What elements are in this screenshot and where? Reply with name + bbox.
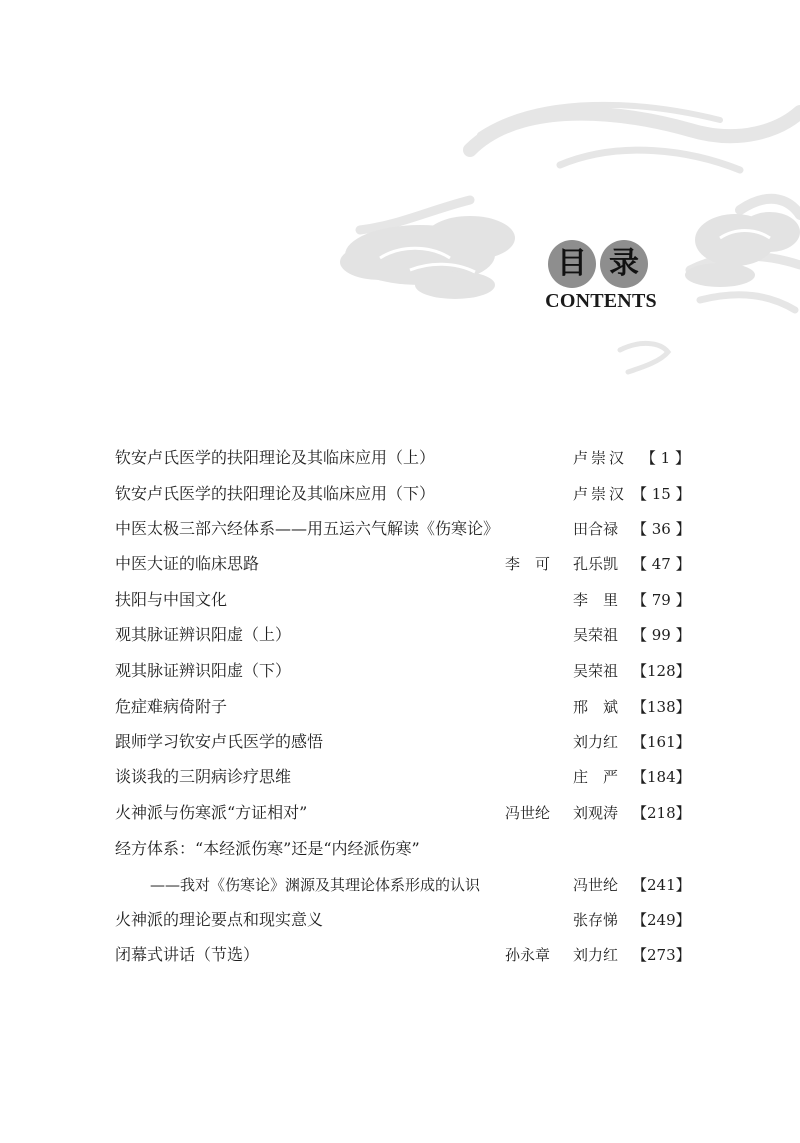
entry-title: 经方体系：“本经派伤寒”还是“内经派伤寒” xyxy=(115,839,420,858)
entry-page: 【128】 xyxy=(632,662,691,680)
entry-author: 孙永章 xyxy=(505,946,551,964)
entry-title: 跟师学习钦安卢氏医学的感悟 xyxy=(115,732,324,751)
entry-title: 中医太极三部六经体系——用五运六气解读《伤寒论》 xyxy=(115,519,500,538)
entry-author: 邢 斌 xyxy=(573,698,619,716)
entry-author: 冯世纶 xyxy=(573,876,619,894)
toc-entry[interactable] xyxy=(0,727,800,757)
entry-author: 吴荣祖 xyxy=(573,626,619,644)
entry-title: 观其脉证辨识阳虚（下） xyxy=(115,661,292,680)
entry-author: 田合禄 xyxy=(573,520,619,538)
toc-entry[interactable] xyxy=(0,762,800,792)
entry-page: 【 36 】 xyxy=(632,520,691,538)
entry-title: 中医大证的临床思路 xyxy=(115,554,260,573)
entry-page: 【184】 xyxy=(632,768,691,786)
entry-author: 卢崇汉 xyxy=(573,485,628,503)
entry-page: 【249】 xyxy=(632,911,691,929)
entry-author: 刘力红 xyxy=(573,733,619,751)
entry-page: 【 47 】 xyxy=(632,555,691,573)
toc-title xyxy=(548,240,648,290)
entry-page: 【161】 xyxy=(632,733,691,751)
entry-author: 刘力红 xyxy=(573,946,619,964)
entry-author: 李 里 xyxy=(573,591,619,609)
entry-page: 【 79 】 xyxy=(632,591,691,609)
toc-entry[interactable] xyxy=(0,692,800,722)
entry-title: 扶阳与中国文化 xyxy=(115,590,228,609)
toc-title-english: CONTENTS xyxy=(545,290,657,312)
entry-author: 冯世纶 xyxy=(505,804,551,822)
entry-title: 闭幕式讲话（节选） xyxy=(115,945,260,964)
entry-author: 孔乐凯 xyxy=(573,555,619,573)
toc-entry[interactable] xyxy=(0,443,800,473)
entry-page: 【138】 xyxy=(632,698,691,716)
entry-author: 卢崇汉 xyxy=(573,449,628,467)
entry-title: 钦安卢氏医学的扶阳理论及其临床应用（下） xyxy=(115,484,436,503)
toc-entry[interactable] xyxy=(0,620,800,650)
entry-page: 【218】 xyxy=(632,804,691,822)
entry-author: 庄 严 xyxy=(573,768,619,786)
entry-author: 张存悌 xyxy=(573,911,619,929)
entry-title: 危症难病倚附子 xyxy=(115,697,228,716)
toc-entry[interactable] xyxy=(0,585,800,615)
toc-entry[interactable] xyxy=(0,905,800,935)
title-char-disc: 录 xyxy=(600,240,648,288)
toc-entry[interactable] xyxy=(0,940,800,970)
decorative-clouds xyxy=(0,0,800,420)
entry-title: 火神派的理论要点和现实意义 xyxy=(115,910,324,929)
toc-entry[interactable] xyxy=(0,656,800,686)
toc-entry[interactable] xyxy=(0,798,800,828)
entry-page: 【 1 】 xyxy=(640,449,690,467)
entry-author: 吴荣祖 xyxy=(573,662,619,680)
toc-entry[interactable] xyxy=(0,549,800,579)
entry-title: 谈谈我的三阴病诊疗思维 xyxy=(115,767,292,786)
toc-entry[interactable] xyxy=(0,834,800,864)
entry-author: 刘观涛 xyxy=(573,804,619,822)
entry-title: ——我对《伤寒论》渊源及其理论体系形成的认识 xyxy=(150,876,481,894)
entry-title: 火神派与伤寒派“方证相对” xyxy=(115,803,308,822)
entry-title: 观其脉证辨识阳虚（上） xyxy=(115,625,292,644)
toc-entry[interactable] xyxy=(0,514,800,544)
toc-entry-subtitle[interactable] xyxy=(0,870,800,900)
entry-page: 【241】 xyxy=(632,876,691,894)
title-char-disc: 目 xyxy=(548,240,596,288)
toc-entry[interactable] xyxy=(0,479,800,509)
entry-page: 【 15 】 xyxy=(632,485,691,503)
entry-author: 李 可 xyxy=(505,555,551,573)
entry-page: 【 99 】 xyxy=(632,626,691,644)
entry-title: 钦安卢氏医学的扶阳理论及其临床应用（上） xyxy=(115,448,436,467)
entry-page: 【273】 xyxy=(632,946,691,964)
